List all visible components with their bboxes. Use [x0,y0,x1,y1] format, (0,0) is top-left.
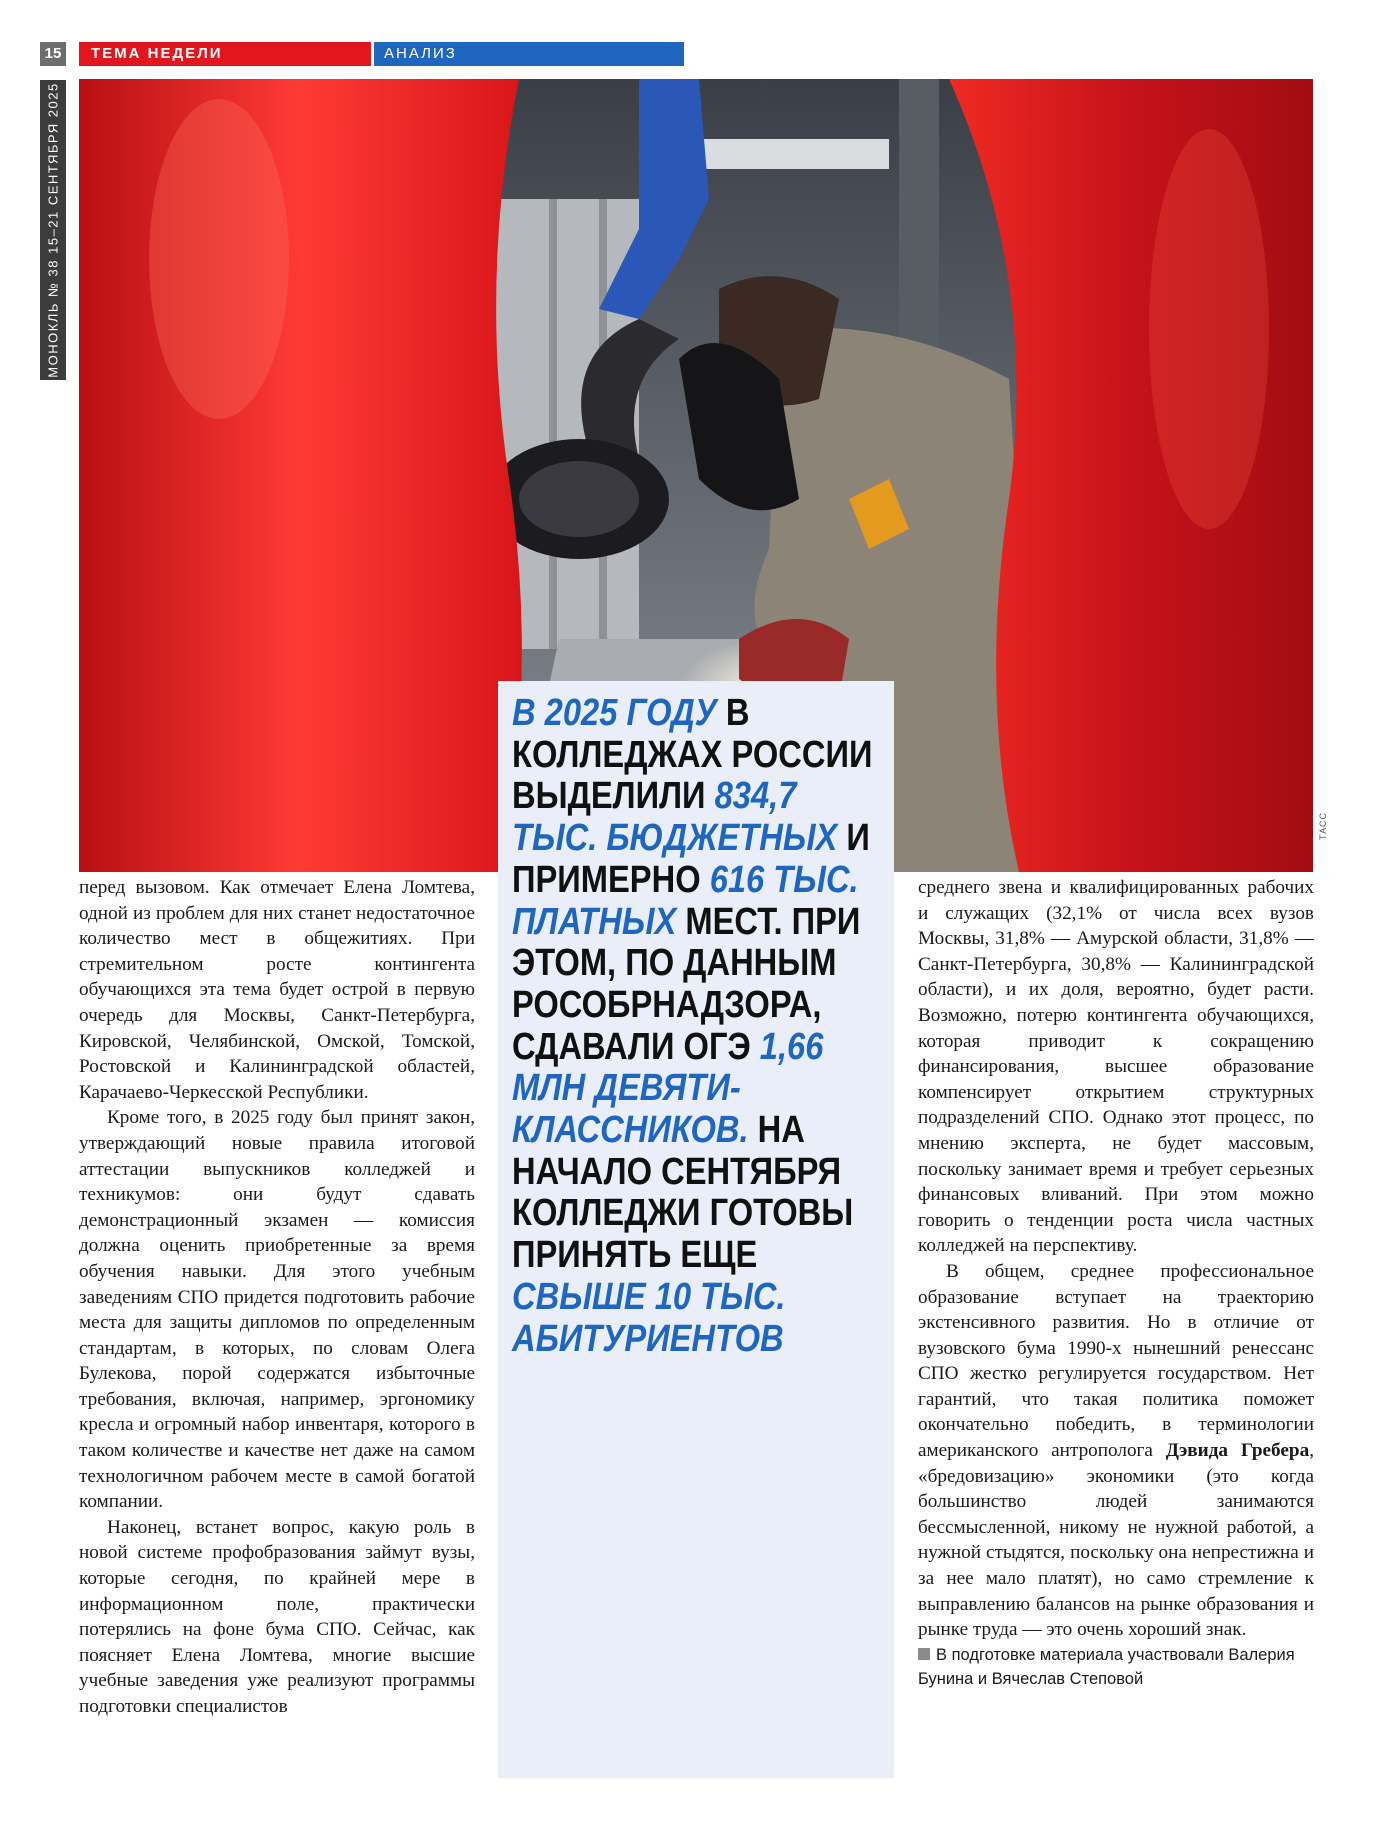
issue-line-text: МОНОКЛЬ № 38 15–21 СЕНТЯБРЯ 2025 [45,82,61,378]
quote-text: НА НАЧАЛО СЕНТЯБРЯ КОЛЛЕДЖИ ГОТОВЫ ПРИНЯТЬ ЕЩЕ [512,1109,854,1277]
paragraph: Наконец, встанет вопрос, какую роль в новой системе профобразования займут вузы, которые сегодня, по крайней мере в информационном поле, практически потерялись на фоне бума СПО. Сейчас, как поясняет Елена Ломтева, многие высшие учебные заведения уже реализуют программы подготовки специалистов [79,1516,475,1717]
quote-highlight: В 2025 ГОДУ [512,692,717,734]
quote-text: И ПРИМЕРНО [512,817,870,901]
quote-highlight: 616 ТЫС. ПЛАТНЫХ [512,858,859,943]
person-name: Дэвида Гребера [1165,1440,1310,1462]
paragraph [918,1259,1314,1643]
quote-highlight: СВЫШЕ 10 ТЫС. АБИТУРИЕНТОВ [512,1275,786,1360]
photo-credit: ТАСС [1318,811,1328,840]
article-column-left [79,875,475,1720]
issue-line [40,80,66,380]
quote-text: В КОЛЛЕДЖАХ РОССИИ ВЫДЕЛИЛИ [512,692,873,818]
paragraph: среднего звена и квалифицированных рабочих и служащих (32,1% от числа всех вузов Москвы, 31,8% — Амурской области, 31,8% — Санкт-Петербурга, 30,8% — Калининградской области), и их доля, вероятно, будет расти. Возможно, потерю контингента обучающихся, которая приводит к сокращению финансирования, высшее образование компенсирует открытием структурных подразделений СПО. Однако этот процесс, по мнению эксперта, не будет массовым, поскольку занимает время и требует серьезных финансовых вливаний. При этом можно говорить о тенденции роста числа частных колледжей на перспективу. [918,877,1314,1257]
article-column-right [918,875,1314,1691]
pull-quote [512,693,873,1360]
section-label: ТЕМА НЕДЕЛИ [79,42,371,66]
quote-highlight: 1,66 МЛН ДЕВЯТИ-КЛАССНИКОВ. [512,1025,824,1152]
quote-highlight: 834,7 ТЫС. БЮДЖЕТНЫХ [512,775,838,860]
authors-note-text: В подготовке материала участвовали Валерия Бунина и Вячеслав Степовой [918,1645,1295,1688]
paragraph: перед вызовом. Как отмечает Елена Ломтева, одной из проблем для них станет недостаточное количество мест в общежитиях. При стремительном росте контингента обучающихся эта тема будет острой в первую очередь для Москвы, Санкт-Петербурга, Кировской, Челябинской, Омской, Томской, Ростовской и Калининградской областей, Карачаево-Черкесской Республики. [79,877,475,1103]
authors-note [918,1643,1314,1691]
quote-text: МЕСТ. ПРИ ЭТОМ, ПО ДАННЫМ РОСОБРНАДЗОРА, СДАВАЛИ ОГЭ [512,900,861,1068]
pull-quote-panel [498,681,894,1778]
paragraph-text: В общем, среднее профессиональное образование вступает на траекторию экстенсивного развития. Но в отличие от вузовского бума 1990-х нынешний ренессанс СПО жестко регулируется государством. Нет гарантий, что такая политика поможет окончательно победить, в терминологии американского антрополога [918,1260,1314,1462]
page-number: 15 [40,42,66,66]
paragraph-text: , «бредовизацию» экономики (это когда большинство людей занимаются бессмысленной, никому не нужной работой, а нужной стыдятся, поскольку она непрестижна и за нее мало платят), но само стремление к выправлению балансов на рынке образования и рынке труда — это очень хороший знак. [918,1440,1314,1641]
rubric-label: АНАЛИЗ [374,42,684,66]
square-bullet-icon [918,1648,930,1660]
paragraph: Кроме того, в 2025 году был принят закон, утверждающий новые правила итоговой аттестации выпускников колледжей и техникумов: они будут сдавать демонстрационный экзамен — комиссия должна оценить приобретенные за время обучения навыки. Для этого учебным заведениям СПО придется подготовить рабочие места для защиты дипломов по определенным стандартам, в которых, по словам Олега Булекова, порой содержатся избыточные требования, включая, например, эргономику кресла и огромный набор инвентаря, которого в таком количестве и качестве нет даже на самом технологичном рабочем месте в самой богатой компании. [79,1107,475,1513]
